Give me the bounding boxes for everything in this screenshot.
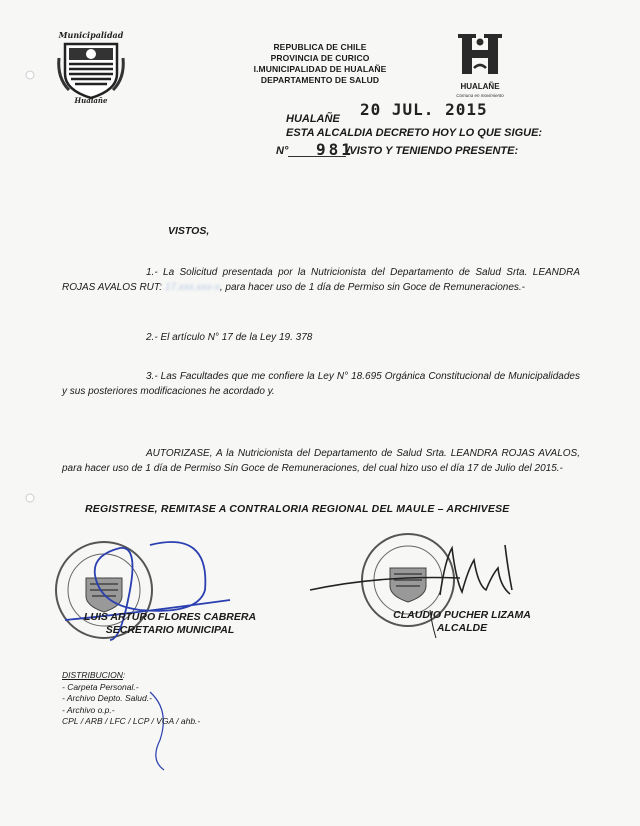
left-signer-title: SECRETARIO MUNICIPAL [105, 624, 235, 636]
header-line: I.MUNICIPALIDAD DE HUALAÑE [253, 64, 387, 74]
svg-text:Hualañe: Hualañe [74, 96, 108, 104]
decree-heading: ESTA ALCALDIA DECRETO HOY LO QUE SIGUE: [286, 127, 543, 139]
right-signer-title: ALCALDE [436, 622, 488, 634]
stamped-date: 20 JUL. 2015 [360, 100, 488, 119]
paragraph-2-text: 2.- El artículo N° 17 de la Ley 19. 378 [146, 332, 313, 343]
redacted-rut: 17.xxx.xxx-x [164, 281, 220, 293]
paragraph-1-text-end: , para hacer uso de 1 día de Permiso sin Goce de Remuneraciones.- [219, 281, 525, 293]
header-line: PROVINCIA DE CURICO [270, 53, 370, 63]
distribution-title: DISTRIBUCION [62, 670, 123, 680]
place-name: HUALAÑE [286, 113, 340, 125]
distribution-initials: CPL / ARB / LFC / LCP / VGA / ahb.- [62, 716, 201, 726]
vistos-heading: VISTOS, [168, 225, 210, 237]
distribution-item: - Archivo o.p.- [62, 704, 115, 715]
left-signature-block [70, 611, 270, 637]
header-line: DEPARTAMENTO DE SALUD [260, 75, 380, 85]
number-suffix: /VISTO Y TENIENDO PRESENTE: [346, 145, 519, 157]
header-line: REPUBLICA DE CHILE [273, 42, 367, 52]
paragraph-3-text: 3.- Las Facultades que me confiere la Ley N° 18.695 Orgánica Constitucional de Municipalidades y sus posteriores modificaciones he acordado y. [62, 371, 580, 397]
number-prefix: N° [276, 145, 289, 157]
brand-name: HUALAÑE [460, 82, 500, 91]
svg-text:Municipalidad: Municipalidad [58, 30, 124, 40]
distribution-item: - Carpeta Personal.- [62, 681, 139, 692]
right-signer-name: CLAUDIO PUCHER LIZAMA [393, 609, 531, 621]
distribution-item: - Archivo Depto. Salud.- [62, 693, 152, 703]
registrese-line: REGISTRESE, REMITASE A CONTRALORIA REGIONAL DEL MAULE – ARCHIVESE [85, 503, 510, 515]
paragraph-4-text: AUTORIZASE, A la Nutricionista del Departamento de Salud Srta. LEANDRA ROJAS AVALOS, para hacer uso de 1 día de Permiso Sin Goce de Remuneraciones, del cual hizo uso el día 17 de Julio del 2015.- [62, 448, 580, 474]
distribution-block: DISTRIBUCION: - Carpeta Personal.- - Archivo Depto. Salud.- - Archivo o.p.- CPL / ARB / LFC / LCP / VGA / ahb.- [62, 670, 201, 726]
left-signer-name: LUIS ARTURO FLORES CABRERA [83, 611, 257, 623]
paragraph-1-text: 1.- La Solicitud presentada por la Nutricionista del Departamento de Salud Srta. LEANDRA ROJAS AVALOS RUT: [62, 267, 580, 293]
brand-tagline: Comuna en movimiento [456, 93, 504, 98]
stamped-number: 981 [316, 140, 354, 159]
right-signature-block [382, 609, 542, 635]
